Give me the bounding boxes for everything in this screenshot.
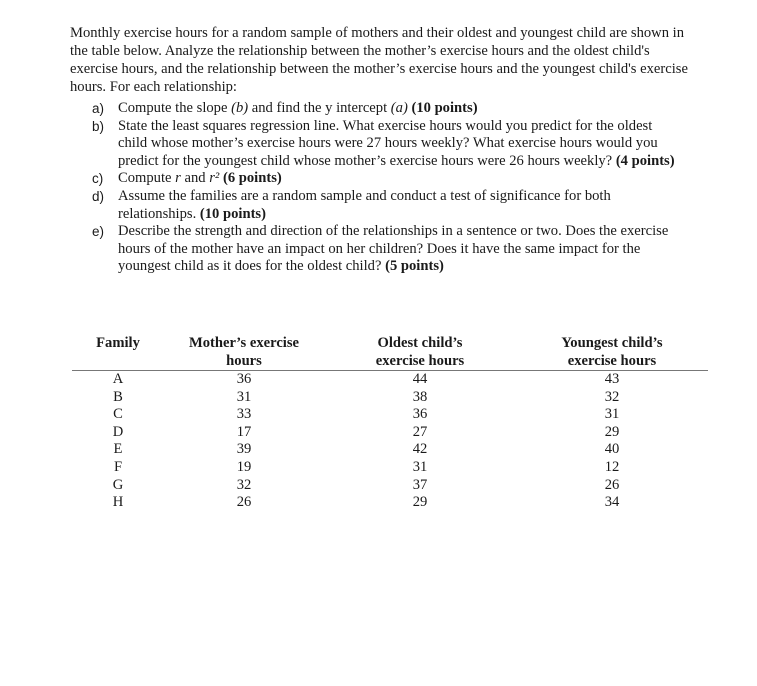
question-text: and [180, 170, 210, 187]
mother-hours-cell: 19 [236, 458, 252, 475]
question-text: Compute the slope [118, 100, 232, 116]
question-marker: d) [92, 188, 105, 204]
header-mother-hours [164, 335, 324, 371]
points-label: (10 points) [411, 100, 478, 116]
oldest-hours-cell: 42 [412, 441, 428, 458]
mother-hours-cell: 39 [236, 441, 252, 458]
mother-hours-cell: 32 [236, 476, 252, 493]
table-header-row [72, 335, 708, 371]
table-body [72, 371, 708, 512]
family-cell: H [112, 494, 124, 511]
youngest-hours-cell: 34 [604, 494, 620, 511]
youngest-hours-cell: 26 [604, 476, 620, 493]
question-text: r [175, 170, 181, 187]
points-label: (6 points) [222, 170, 282, 187]
header-oldest-hours [324, 335, 516, 371]
question-text: and find the y intercept [248, 100, 391, 116]
table-row [72, 494, 708, 512]
oldest-hours-cell: 44 [412, 371, 428, 387]
question-marker: e) [92, 224, 105, 240]
question-marker: b) [92, 118, 105, 134]
oldest-hours-cell: 37 [412, 476, 428, 493]
youngest-hours-cell: 32 [604, 388, 620, 405]
header-family [72, 335, 164, 371]
oldest-hours-cell: 31 [412, 458, 428, 475]
question-item [92, 223, 682, 276]
oldest-hours-cell: 27 [412, 423, 428, 440]
question-text: Describe the strength and direction of the relationships in a sentence or two. Does the exercise hours of the mother have an impact on her children? Does it have the same impact for the youngest child as it does for the oldest child? [118, 223, 669, 275]
header-line: Mother’s exercise [188, 335, 300, 351]
family-cell: C [113, 406, 123, 423]
question-text: Compute [118, 170, 176, 187]
points-label: (10 points) [199, 205, 266, 222]
family-cell: G [112, 476, 124, 493]
question-item [92, 100, 682, 118]
table-row [72, 389, 708, 407]
header-line: Youngest child’s [561, 335, 663, 351]
question-item [92, 170, 682, 188]
points-label: (4 points) [615, 152, 675, 169]
question-item [92, 188, 682, 223]
family-cell: D [112, 423, 124, 440]
youngest-hours-cell: 43 [604, 371, 620, 387]
mother-hours-cell: 33 [236, 406, 252, 423]
exercise-hours-table [72, 335, 708, 512]
header-family-label: Family [96, 335, 140, 351]
header-line: hours [226, 352, 262, 369]
points-label: (5 points) [385, 258, 444, 275]
youngest-hours-cell: 12 [604, 458, 620, 475]
youngest-hours-cell: 40 [604, 441, 620, 458]
family-cell: E [113, 441, 123, 458]
table-row [72, 441, 708, 459]
header-line: exercise hours [567, 352, 657, 369]
question-text: r² [209, 170, 220, 187]
question-text: State the least squares regression line. What exercise hours would you predict for the oldest child whose mother’s exercise hours were 27 hours weekly? What exercise hours would you predict for the youngest child whose mother’s exercise hours were 26 hours weekly? [118, 117, 658, 169]
youngest-hours-cell: 29 [604, 423, 620, 440]
question-text: Assume the families are a random sample and conduct a test of significance for both relationships. [118, 187, 611, 222]
question-marker: a) [92, 101, 105, 116]
table-row [72, 424, 708, 442]
question-item [92, 118, 682, 171]
question-text: (b) [231, 100, 249, 116]
family-cell: A [112, 371, 124, 387]
question-text: (a) [390, 100, 408, 116]
mother-hours-cell: 36 [236, 371, 252, 387]
mother-hours-cell: 26 [236, 494, 252, 511]
table-row [72, 406, 708, 424]
header-line: Oldest child’s [377, 335, 463, 351]
family-cell: B [113, 388, 123, 405]
oldest-hours-cell: 36 [412, 406, 428, 423]
table-row [72, 371, 708, 389]
mother-hours-cell: 31 [236, 388, 252, 405]
question-list [92, 100, 682, 276]
mother-hours-cell: 17 [236, 423, 252, 440]
header-youngest-hours [516, 335, 708, 371]
table-row [72, 477, 708, 495]
header-line: exercise hours [375, 352, 465, 369]
oldest-hours-cell: 29 [412, 494, 428, 511]
table-row [72, 459, 708, 477]
youngest-hours-cell: 31 [604, 406, 620, 423]
oldest-hours-cell: 38 [412, 388, 428, 405]
family-cell: F [113, 458, 123, 475]
intro-paragraph: Monthly exercise hours for a random sample of mothers and their oldest and youngest child are shown in the table below. Analyze the relationship between the mother’s exercise hours and the oldest child's exercise hours, and the relationship between the mother’s exercise hours and the youngest child's exercise hours. For each relationship: [70, 24, 688, 95]
question-marker: c) [92, 171, 104, 187]
